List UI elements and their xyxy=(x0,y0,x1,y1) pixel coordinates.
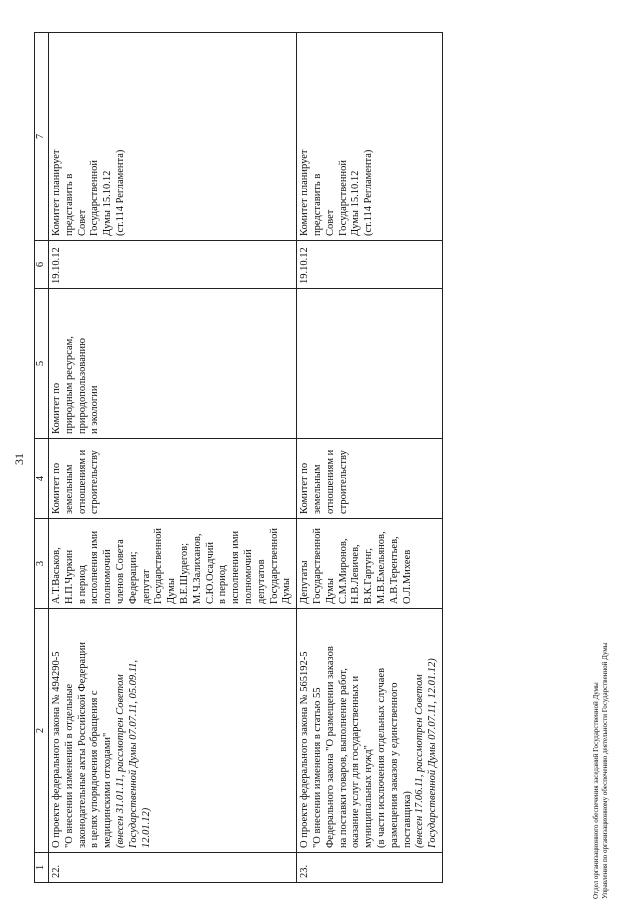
bill-title-line: медицинскими отходами" xyxy=(102,732,114,848)
authors-line: депутатов xyxy=(255,559,267,604)
authors-line: Думы xyxy=(281,578,293,604)
column-header: 1 xyxy=(35,853,49,883)
note xyxy=(297,33,443,241)
co-committee-line: и экологии xyxy=(89,385,101,434)
bill-note-line: Государственной Думы 07.07.11, 12.01.12) xyxy=(427,658,439,848)
note-line: Государственной xyxy=(89,160,101,236)
co-committee xyxy=(297,289,443,439)
authors-line: М.В.Емельянов, xyxy=(375,531,387,604)
bill-title-line: (в части исключения отдельных случаев xyxy=(375,667,387,848)
note-line: Комитет планирует xyxy=(299,149,311,236)
authors-line: Государственной xyxy=(268,528,280,604)
note-line: представить в xyxy=(63,173,75,236)
table-row xyxy=(297,33,443,883)
co-committee-line: природопользованию xyxy=(76,338,88,434)
bill-title-line: поставщика) xyxy=(401,791,413,848)
bill-note-line: 12.01.12) xyxy=(140,807,152,848)
authors-line: Государственной xyxy=(153,528,165,604)
authors-line: С.М.Миронов, xyxy=(337,538,349,604)
note-line: Комитет планирует xyxy=(51,149,62,236)
authors-line: Думы xyxy=(324,578,336,604)
authors-line: в период xyxy=(76,564,88,604)
bill-title-line: на поставки товаров, выполнение работ, xyxy=(337,668,349,848)
note-line: Думы 15.10.12 xyxy=(350,170,362,236)
authors-line: Депутаты xyxy=(299,560,311,604)
table-row xyxy=(49,33,297,883)
authors-line: в период xyxy=(217,564,229,604)
note-line: Совет xyxy=(324,209,336,236)
date-cell: 19.10.12 xyxy=(49,241,297,289)
note-line: (ст.114 Регламента) xyxy=(114,149,126,236)
bill-title xyxy=(297,609,443,853)
bill-title-line: законодательные акты Российской Федерации xyxy=(76,641,88,848)
authors-line: исполнения ими xyxy=(89,530,101,604)
authors-line: исполнения ими xyxy=(230,530,242,604)
row-number: 23. xyxy=(297,853,443,883)
bill-title-line: размещения заказов у единственного xyxy=(388,682,400,848)
responsible-committee-line: земельным xyxy=(311,464,323,514)
bill-title-line: в целях упорядочения обращения с xyxy=(89,690,101,848)
date-cell: 19.10.12 xyxy=(297,241,443,289)
authors-line: Думы xyxy=(166,578,178,604)
note-line: (ст.114 Регламента) xyxy=(363,149,375,236)
bill-title-line: муниципальных нужд" xyxy=(363,745,375,848)
authors xyxy=(297,519,443,609)
bill-title-line: "О внесении изменения в статью 55 xyxy=(311,687,323,848)
note-line: представить в xyxy=(311,173,323,236)
bill-title-line: О проекте федерального закона № 494290-5 xyxy=(51,651,62,848)
bill-note-line: (внесен 31.01.11, рассмотрен Советом xyxy=(114,674,126,848)
authors-line: А.В.Терентьев, xyxy=(388,536,400,604)
responsible-committee xyxy=(49,439,297,519)
bill-note-line: (внесен 17.06.11, рассмотрен Советом xyxy=(414,674,426,848)
authors-line: В.Е.Шудегов; xyxy=(178,542,190,604)
authors-line: С.Ю.Осадчий xyxy=(204,542,216,604)
authors-line: членов Совета xyxy=(114,539,126,604)
responsible-committee-line: Комитет по xyxy=(299,462,311,514)
responsible-committee xyxy=(297,439,443,519)
co-committee-line: природным ресурсам, xyxy=(63,336,75,434)
authors-line: О.Л.Михеев xyxy=(401,549,413,604)
authors xyxy=(49,519,297,609)
responsible-committee-line: земельным xyxy=(63,464,75,514)
authors-line: М.Ч.Залиханов, xyxy=(191,533,203,604)
responsible-committee-line: строительству xyxy=(337,450,349,514)
authors-line: В.К.Гартунг, xyxy=(363,548,375,604)
column-header: 5 xyxy=(35,289,49,439)
bill-note-line: Государственной Думы 07.07.11, 05.09.11, xyxy=(127,659,139,848)
note-line: Государственной xyxy=(337,160,349,236)
responsible-committee-line: отношениям и xyxy=(76,449,88,514)
responsible-committee-line: строительству xyxy=(89,450,101,514)
co-committee-line: Комитет по xyxy=(51,382,62,434)
authors-line: полномочий xyxy=(242,549,254,604)
column-header: 2 xyxy=(35,609,49,853)
page-number: 31 xyxy=(12,453,26,465)
bill-title-line: Федерального закона "О размещении заказов xyxy=(324,646,336,848)
note-line: Совет xyxy=(76,209,88,236)
footer-line: Отдел организационного обеспечения заседаний Государственной Думы xyxy=(592,682,600,899)
authors-line: полномочий xyxy=(102,549,114,604)
co-committee xyxy=(49,289,297,439)
note-line: Думы 15.10.12 xyxy=(102,170,114,236)
table-header-row xyxy=(35,33,49,883)
row-number: 22. xyxy=(49,853,297,883)
bill-title-line: О проекте федерального закона № 565192-5 xyxy=(299,651,311,848)
column-header: 3 xyxy=(35,519,49,609)
bill-title-line: "О внесении изменений в отдельные xyxy=(63,683,75,848)
responsible-committee-line: Комитет по xyxy=(51,462,62,514)
column-header: 7 xyxy=(35,33,49,241)
responsible-committee-line: отношениям и xyxy=(324,449,336,514)
authors-line: Государственной xyxy=(311,528,323,604)
authors-line: Н.В.Левичев, xyxy=(350,544,362,604)
bill-title-line: оказание услуг для государственных и xyxy=(350,675,362,848)
column-header: 6 xyxy=(35,241,49,289)
authors-line: А.Т.Васьков, xyxy=(51,547,62,604)
bills-table xyxy=(34,32,443,883)
column-header: 4 xyxy=(35,439,49,519)
footer xyxy=(592,643,610,899)
authors-line: Федерации; xyxy=(127,551,139,604)
note xyxy=(49,33,297,241)
footer-line: Управления по организационному обеспечению деятельности Государственной Думы xyxy=(600,642,609,899)
authors-line: депутат xyxy=(140,569,152,604)
authors-line: Н.П.Чуркин xyxy=(63,549,75,604)
bill-title xyxy=(49,609,297,853)
